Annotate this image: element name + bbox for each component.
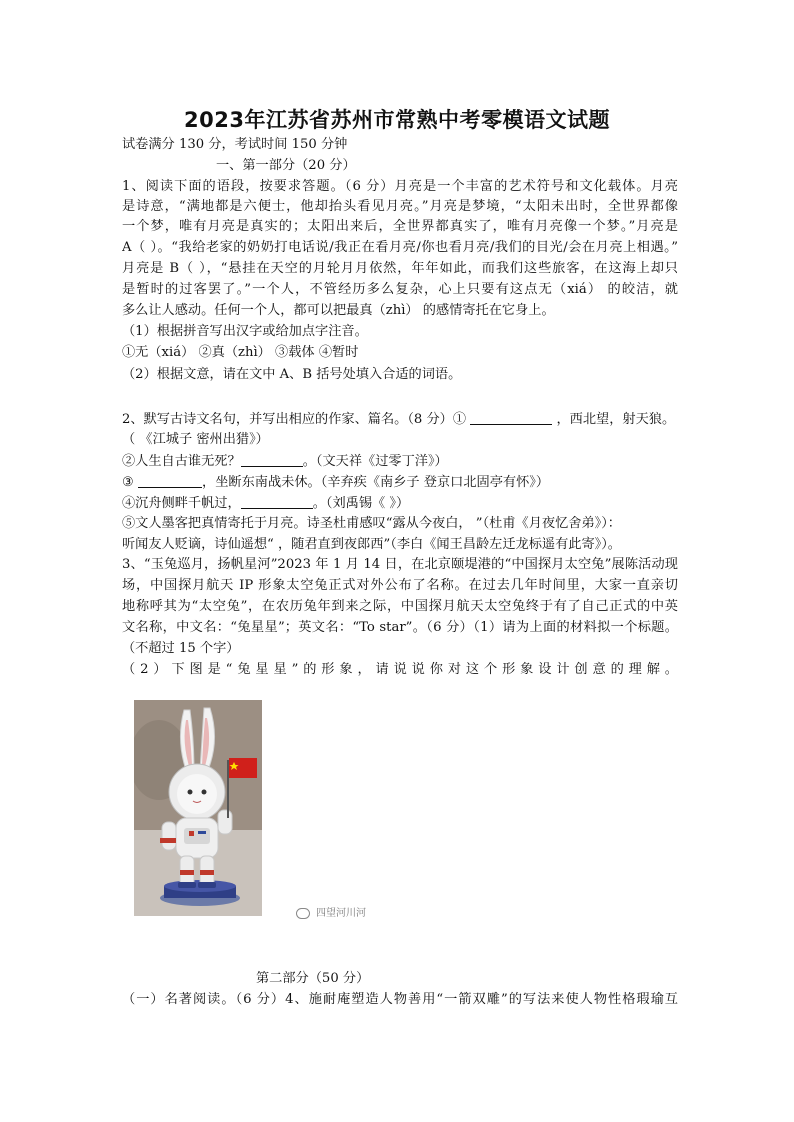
answer-blank[interactable]: [470, 410, 552, 425]
q2-line-5: [122, 494, 678, 513]
watermark: [296, 904, 366, 919]
part1-heading: 一、第一部分（20 分）: [216, 158, 356, 173]
q2-line-4: [122, 473, 678, 492]
q3-line: 文名称，中文名：“兔星星”；英文名：“To star”。（6 分）（1）请为上面的材料拟一个标题。: [122, 620, 678, 635]
part2-heading: 第二部分（50 分）: [256, 971, 370, 986]
q1-line: A（ ）。“我给老家的奶奶打电话说/我正在看月亮/你也看月亮/我们的目光/会在月亮上相遇。”: [122, 240, 678, 255]
q2-text: 2、默写古诗文名句，并写出相应的作家、篇名。（8 分）①: [122, 412, 471, 427]
q2-text: ，坐断东南战未休。（辛弃疾《南乡子 登京口北固亭有怀》）: [202, 475, 550, 490]
q1-sub1: （1）根据拼音写出汉字或给加点字注音。: [122, 324, 368, 339]
q1-items: ①无（xiá） ②真（zhì） ③载体 ④暂时: [122, 345, 359, 360]
q2-text: ，西北望，射天狼。: [552, 412, 676, 427]
q2-line-6: ⑤文人墨客把真情寄托于月亮。诗圣杜甫感叹“露从今夜白， ”（杜甫《月夜忆舍弟》）：: [122, 516, 621, 531]
q1-sub2: （2）根据文意，请在文中 A、B 括号处填入合适的词语。: [122, 367, 462, 382]
wechat-icon: [296, 908, 310, 919]
q2-text: ④沉舟侧畔千帆过，: [122, 496, 241, 511]
q2-text: ③: [122, 475, 139, 490]
q1-line: 是暂时的过客罢了。”一个人，不管经历多么复杂，心上只要有这点无（xiá） 的皎洁，就: [122, 282, 678, 297]
q3-line: 地称呼其为“太空兔”，在农历兔年到来之际，中国探月航天太空兔终于有了自己正式的中英: [122, 599, 678, 614]
q1-line: 多么让人感动。任何一个人，都可以把最真（zhì） 的感情寄托在它身上。: [122, 303, 555, 318]
answer-blank[interactable]: [241, 452, 303, 467]
answer-blank[interactable]: [241, 494, 313, 509]
q2-line-1: [122, 410, 678, 429]
q1-line: 1、阅读下面的语段，按要求答题。（6 分）月亮是一个丰富的艺术符号和文化载体。月亮: [122, 179, 678, 194]
part2-line: （一）名著阅读。（6 分）4、施耐庵塑造人物善用“一箭双雕”的写法来使人物性格瑕瑜互: [122, 992, 678, 1007]
q1-line: 一个梦，唯有月亮是真实的；太阳出来后，全世界都真实了，唯有月亮像一个梦。”月亮是: [122, 219, 678, 234]
rabbit-astronaut-illustration: [134, 700, 262, 916]
answer-blank[interactable]: [138, 473, 202, 488]
q3-line: （2）下图是“兔星星”的形象，请说说你对这个形象设计创意的理解。: [122, 662, 678, 677]
q3-line: 3、“玉兔巡月，扬帆星河”2023 年 1 月 14 日，在北京颐堤港的“中国探月太空兔”展陈活动现: [122, 557, 678, 572]
q2-line-7: 听闻友人贬谪，诗仙遥想“ ，随君直到夜郎西”（李白《闻王昌龄左迁龙标遥有此寄》）。: [122, 537, 621, 552]
q1-line: 月亮是 B（ ），“悬挂在天空的月轮月月依然，年年如此，而我们这些旅客，在这海上却只: [122, 261, 678, 276]
q2-line-2: （ 《江城子 密州出猎》）: [122, 432, 269, 447]
q3-line: （不超过 15 个字）: [122, 641, 240, 656]
q3-line: 场，中国探月航天 IP 形象太空兔正式对外公布了名称。在过去几年时间里，大家一直亲切: [122, 578, 678, 593]
watermark-text: 四望河川河: [316, 908, 366, 919]
q1-line: 是诗意，“满地都是六便士，他却抬头看见月亮。”月亮是梦境，“太阳未出时，全世界都像: [122, 199, 678, 214]
q2-text: 。（刘禹锡《 》）: [312, 496, 410, 511]
q2-text: ②人生自古谁无死？: [122, 454, 241, 469]
q2-line-3: [122, 452, 678, 471]
exam-title: 2023年江苏省苏州市常熟中考零模语文试题: [184, 108, 610, 132]
rabbit-astronaut-photo: [134, 700, 262, 916]
q2-text: 。（文天祥《过零丁洋》）: [302, 454, 448, 469]
exam-intro: 试卷满分 130 分，考试时间 150 分钟: [122, 137, 348, 152]
